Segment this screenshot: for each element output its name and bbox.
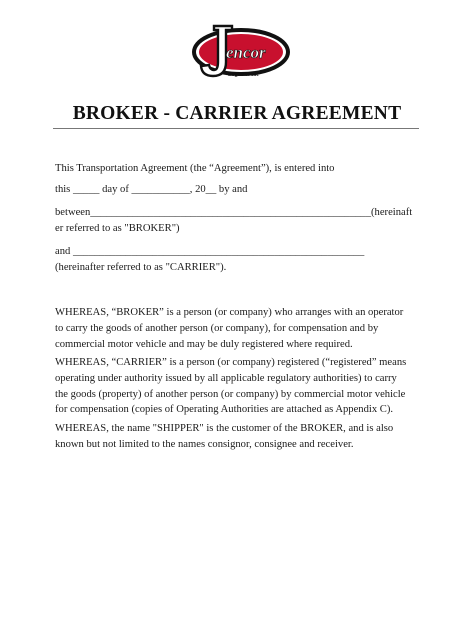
intro-line: This Transportation Agreement (the “Agreement”), is entered into <box>55 163 335 174</box>
carrier-line-2: (hereinafter referred to as "CARRIER"). <box>55 261 227 273</box>
whereas-broker-line: WHEREAS, “BROKER” is a person (or company) who arranges with an operator <box>55 307 404 318</box>
intro-paragraph <box>55 161 420 177</box>
broker-party-paragraph <box>55 205 420 237</box>
whereas-carrier-line: operating under authority issued by all applicable regulatory authorities) to carry <box>55 372 397 384</box>
logo-subtitle: Logistics Inc <box>228 72 260 78</box>
whereas-carrier-line: WHEREAS, “CARRIER” is a person (or company) registered (“registered” means <box>55 357 407 368</box>
whereas-carrier-paragraph <box>55 355 420 418</box>
whereas-carrier-line: for compensation (copies of Operating Authorities are attached as Appendix C). <box>55 404 394 416</box>
carrier-party-paragraph <box>55 244 420 276</box>
date-line: this _____ day of ___________, 20__ by and <box>55 184 248 195</box>
whereas-shipper-line: WHEREAS, the name "SHIPPER" is the customer of the BROKER, and is also <box>55 423 394 434</box>
date-line-paragraph <box>55 182 420 198</box>
whereas-broker-line: to carry the goods of another person (or company), for compensation and by <box>55 322 379 334</box>
whereas-broker-paragraph <box>55 305 420 352</box>
broker-line-2: er referred to as "BROKER") <box>55 222 180 234</box>
carrier-line-1: and _______________________________________________________ <box>55 246 365 257</box>
title-divider <box>53 128 419 129</box>
whereas-shipper-line: known but not limited to the names consignor, consignee and receiver. <box>55 438 354 450</box>
document-title: BROKER - CARRIER AGREEMENT <box>72 103 402 124</box>
svg-text:encor: encor <box>226 43 266 62</box>
whereas-shipper-paragraph <box>55 421 420 453</box>
whereas-broker-line: commercial motor vehicle and may be duly registered where required. <box>55 338 353 350</box>
broker-line-1: between_____________________________________________________(hereinaft <box>55 207 413 218</box>
whereas-carrier-line: the goods (property) of another person (or company) by commercial motor vehicle <box>55 388 406 400</box>
